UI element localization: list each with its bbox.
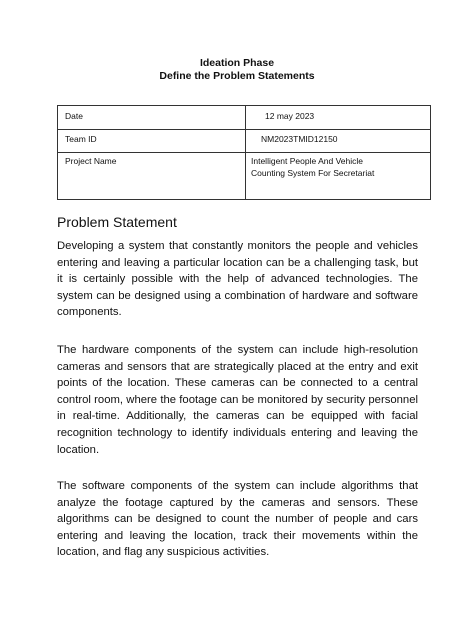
paragraph-software: The software components of the system can include algorithms that analyze the footage captured by the cameras and sensors. These algorithms can be designed to count the number of people and cars entering and leaving the location, track their movements within the location, and flag any suspicious activities. [57,480,418,559]
date-label: Date [58,106,246,130]
table-row-date [58,106,431,130]
paragraph-intro: Developing a system that constantly monitors the people and vehicles entering and leaving a particular location can be a challenging task, but it is certainly possible with the help of advanced technologies. The system can be designed using a combination of hardware and software components. [57,240,418,319]
section-title: Problem Statement [57,214,177,230]
date-value: 12 may 2023 [265,111,315,121]
team-id-value: NM2023TMID12150 [261,134,338,144]
team-id-label: Team ID [58,130,246,153]
project-name-value-line1: Intelligent People And Vehicle [251,156,364,166]
project-name-value-line2: Counting System For Secretariat [251,168,375,178]
table-row-team-id [58,130,431,153]
paragraph-hardware: The hardware components of the system can include high-resolution cameras and sensors that are strategically placed at the entry and exit points of the location. These cameras can be connected to a central control room, where the footage can be monitored by security personnel in real-time. Additionally, the cameras can be equipped with facial recognition technology to identify individuals entering and leaving the location. [57,344,418,456]
project-name-label: Project Name [58,153,246,200]
table-row-project-name [58,153,431,200]
phase-heading: Ideation Phase [199,57,275,69]
document-subheading: Define the Problem Statements [159,70,315,82]
project-info-table [57,105,431,200]
